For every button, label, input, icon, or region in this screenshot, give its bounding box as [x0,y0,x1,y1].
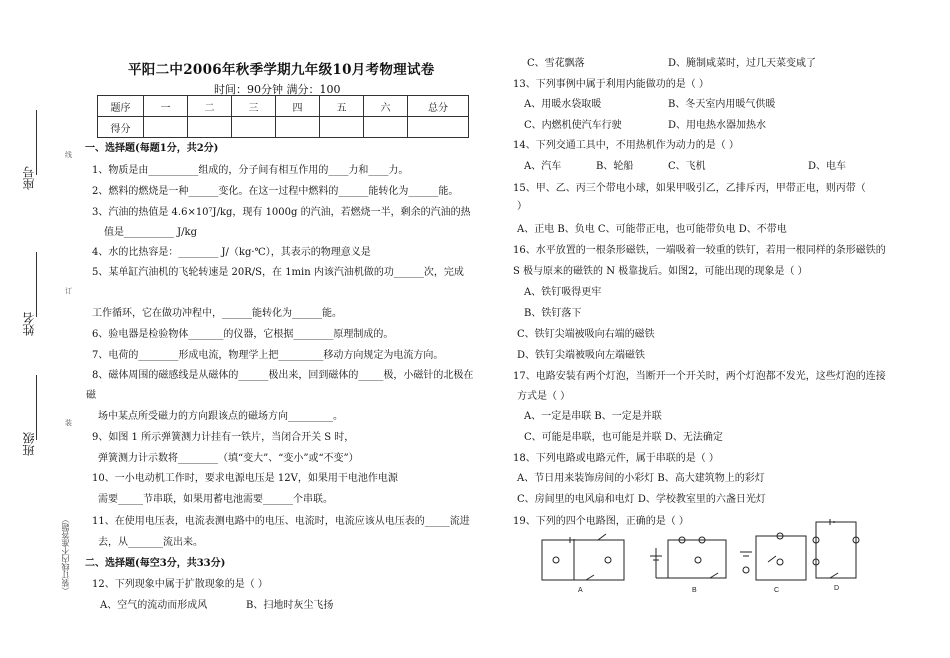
question-16-line1: 16、水平放置的一根条形磁铁，一端吸着一较重的铁钉，若用一根同样的条形磁铁的 [513,245,886,256]
question-13-option-d: D、用电热水器加热水 [668,120,767,131]
class-label: 班级 [22,432,36,456]
question-9-line1: 9、如图 1 所示弹簧测力计挂有一铁片，当闭合开关 S 时， [92,432,355,443]
score-table [97,95,469,138]
circuit-diagrams [530,518,860,600]
score-table-score-row [98,117,469,138]
question-14-option-a: A、汽车 [524,161,562,172]
question-14-option-d: D、电车 [808,161,847,172]
table-cell: 二 [188,96,232,117]
class-blank-line [36,375,37,440]
question-9-line2: 弹簧测力计示数将________（填“变大”、“变小”或“不变”） [98,453,359,464]
score-input-cell[interactable] [320,117,364,138]
question-14-option-b: B、轮船 [596,161,634,172]
question-5-line2: 工作循环，它在做功冲程中，______能转化为______能。 [92,308,342,319]
question-17-line2: 方式是（ ） [517,391,571,402]
question-13: 13、下列事例中属于利用内能做功的是（ ） [513,79,709,90]
score-input-cell[interactable] [188,117,232,138]
section-1-heading: 一、选择题(每题1分，共2分) [85,143,219,154]
question-3-line2: 值是__________ J/kg [104,227,198,238]
question-18-options-ab: A、节日用来装饰房间的小彩灯 B、高大建筑物上的彩灯 [517,473,765,484]
question-10-line1: 10、一小电动机工作时，要求电源电压是 12V，如果用干电池作电源 [92,473,398,484]
circuit-c [740,533,806,580]
question-14-option-c: C、飞机 [668,161,706,172]
table-cell: 五 [320,96,364,117]
question-8-line3: 场中某点所受磁力的方向跟该点的磁场方向_________。 [98,411,343,422]
score-input-cell[interactable] [276,117,320,138]
figure-label-a: A [578,587,583,594]
score-input-cell[interactable] [232,117,276,138]
question-16-option-c: C、铁钉尖端被吸向右端的磁铁 [517,329,655,340]
question-16-option-a: A、铁钉吸得更牢 [524,287,602,298]
section-2-heading: 二、选择题(每空3分，共33分) [85,558,226,569]
name-label: 姓名 [22,312,36,336]
table-cell: 总分 [408,96,469,117]
question-7: 7、电荷的________形成电流，物理学上把_________移动方向规定为电流方向。 [92,350,444,361]
question-3-line1: 3、汽油的热值是 4.6×10⁷J/kg，现有 1000g 的汽油，若燃烧一半，剩余的汽油的热 [92,207,471,218]
question-17-options-cd: C、可能是串联，也可能是并联 D、无法确定 [524,432,723,443]
question-13-option-b: B、冬天室内用暖气供暖 [668,99,776,110]
table-cell: 题序 [98,96,144,117]
question-12-option-c: C、雪花飘落 [527,58,585,69]
question-6: 6、验电器是检验物体_______的仪器，它根据________原理制成的。 [92,329,394,340]
question-4: 4、水的比热容是：________ J/（kg·℃），其表示的物理意义是 [92,247,371,258]
question-15-line2: ） [517,201,527,212]
question-19: 19、下列的四个电路图，正确的是（ ） [513,516,689,527]
circuit-a [542,534,624,580]
question-18: 18、下列电路或电路元件，属于串联的是（ ） [513,453,719,464]
exam-subtitle: 时间：90分钟 满分：100 [214,83,341,96]
question-17-options-ab: A、一定是串联 B、一定是并联 [524,411,662,422]
cut-mark-zhuang: 装 [65,419,72,427]
question-18-options-cd: C、房间里的电风扇和电灯 D、学校教室里的六盏日光灯 [517,494,766,505]
question-16-line2: S 极与原来的磁铁的 N 极靠拢后。如图2，可能出现的现象是（ ） [513,266,808,277]
question-12-option-d: D、腌制咸菜时，过几天菜变咸了 [668,58,817,69]
question-13-option-a: A、用暖水袋取暖 [524,99,602,110]
name-blank-line [36,252,37,317]
cut-mark-ding: 订 [65,287,72,295]
question-16-option-d: D、铁钉尖端被吸向左端磁铁 [517,350,646,361]
question-12-option-b: B、扫地时灰尘飞扬 [246,600,334,611]
seat-label: 座号 [22,166,36,190]
question-12-option-a: A、空气的流动而形成风 [100,600,208,611]
question-17-line1: 17、电路安装有两个灯泡，当断开一个开关时，两个灯泡都不发光，这些灯泡的连接 [513,371,886,382]
question-12: 12、下列现象中属于扩散现象的是（ ） [92,579,268,590]
question-14: 14、下列交通工具中，不用热机作为动力的是（ ） [513,140,739,151]
question-5-line1: 5、某单缸汽油机的飞轮转速是 20R/S，在 1min 内该汽油机做的功______次，完成 [92,267,464,278]
question-8-line1: 8、磁体周围的磁感线是从磁体的______极出来，回到磁体的_____极，小磁针的北极在 [92,370,474,381]
table-cell: 得分 [98,117,144,138]
question-15-options: A、正电 B、负电 C、可能带正电，也可能带负电 D、不带电 [517,224,787,235]
table-cell: 六 [364,96,408,117]
score-input-cell[interactable] [364,117,408,138]
question-13-option-c: C、内燃机使汽车行驶 [524,120,622,131]
score-table-header-row [98,96,469,117]
table-cell: 四 [276,96,320,117]
score-input-cell[interactable] [144,117,188,138]
question-10-line2: 需要_____节串联，如果用蓄电池需要______个串联。 [98,494,333,505]
question-1: 1、物质是由__________组成的，分子间有相互作用的____力和____力。 [92,165,409,176]
figure-label-d: D [834,585,840,592]
circuit-d [813,519,859,578]
seat-blank-line [36,110,37,175]
table-cell: 三 [232,96,276,117]
question-11-line2: 去，从_______流出来。 [98,537,203,548]
question-8-line2: 磁 [86,390,96,401]
score-input-cell[interactable] [408,117,469,138]
table-cell: 一 [144,96,188,117]
question-11-line1: 11、在使用电压表，电流表测电路中的电压、电流时，电流应该从电压表的_____流进 [92,516,470,527]
exam-title: 平阳二中2006年秋季学期九年级10月考物理试卷 [128,62,435,78]
figure-label-b: B [692,587,697,594]
circuit-b [650,537,726,578]
question-16-option-b: B、铁钉落下 [524,308,582,319]
cut-mark-line: 线 [65,151,72,159]
question-15-line1: 15、甲、乙、丙三个带电小球，如果甲吸引乙，乙排斥丙，甲带正电，则丙带（ [513,183,866,194]
figure-label-c: C [774,587,780,594]
question-2: 2、燃料的燃烧是一种______变化。在这一过程中燃料的______能转化为______能。 [92,186,459,197]
binding-note: （装订线内不准答题） [61,515,70,595]
